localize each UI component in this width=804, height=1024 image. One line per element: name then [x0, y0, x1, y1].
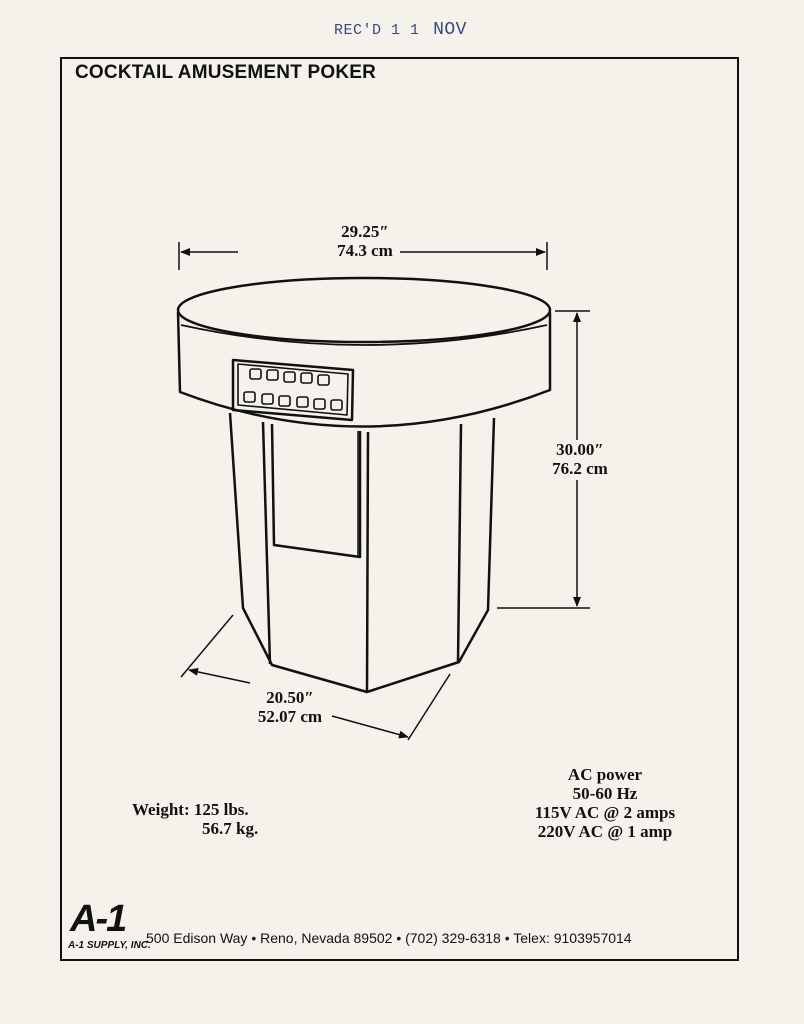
- company-address: 500 Edison Way • Reno, Nevada 89502 • (702) 329-6318 • Telex: 9103957014: [146, 930, 632, 946]
- width-cm: 74.3 cm: [337, 241, 393, 260]
- depth-cm: 52.07 cm: [257, 707, 323, 726]
- weight-spec: [132, 800, 259, 838]
- company-logo: [68, 898, 151, 954]
- depth-inches: 20.50″: [266, 688, 314, 707]
- weight-lbs: 125 lbs.: [193, 800, 249, 819]
- table-top-ellipse: [178, 278, 550, 342]
- stamp-prefix: REC'D: [334, 22, 382, 39]
- depth-extension-left: [181, 615, 233, 677]
- depth-arrow-left: [189, 670, 250, 683]
- logo-mark: A-1: [70, 898, 126, 940]
- page-title: COCKTAIL AMUSEMENT POKER: [75, 62, 377, 83]
- power-line: AC power: [567, 765, 643, 784]
- weight-kg: 56.7 kg.: [202, 819, 259, 838]
- stamp-day: 1 1: [391, 22, 420, 39]
- stamp-month: NOV: [433, 20, 467, 40]
- weight-label: Weight:: [132, 800, 190, 819]
- width-dimension-label: [300, 222, 430, 260]
- power-line: 115V AC @ 2 amps: [534, 803, 676, 822]
- depth-dimension-label: [235, 688, 345, 726]
- width-inches: 29.25″: [341, 222, 389, 241]
- height-inches: 30.00″: [556, 440, 604, 459]
- logo-subtext: A-1 SUPPLY, INC.: [68, 940, 151, 951]
- control-panel: [233, 360, 353, 420]
- depth-extension-right: [408, 674, 450, 740]
- height-cm: 76.2 cm: [552, 459, 608, 478]
- height-dimension-label: [530, 440, 630, 478]
- power-line: 50-60 Hz: [572, 784, 638, 803]
- power-spec: [500, 765, 710, 841]
- cabinet-base: [230, 413, 494, 692]
- power-line: 220V AC @ 1 amp: [537, 822, 673, 841]
